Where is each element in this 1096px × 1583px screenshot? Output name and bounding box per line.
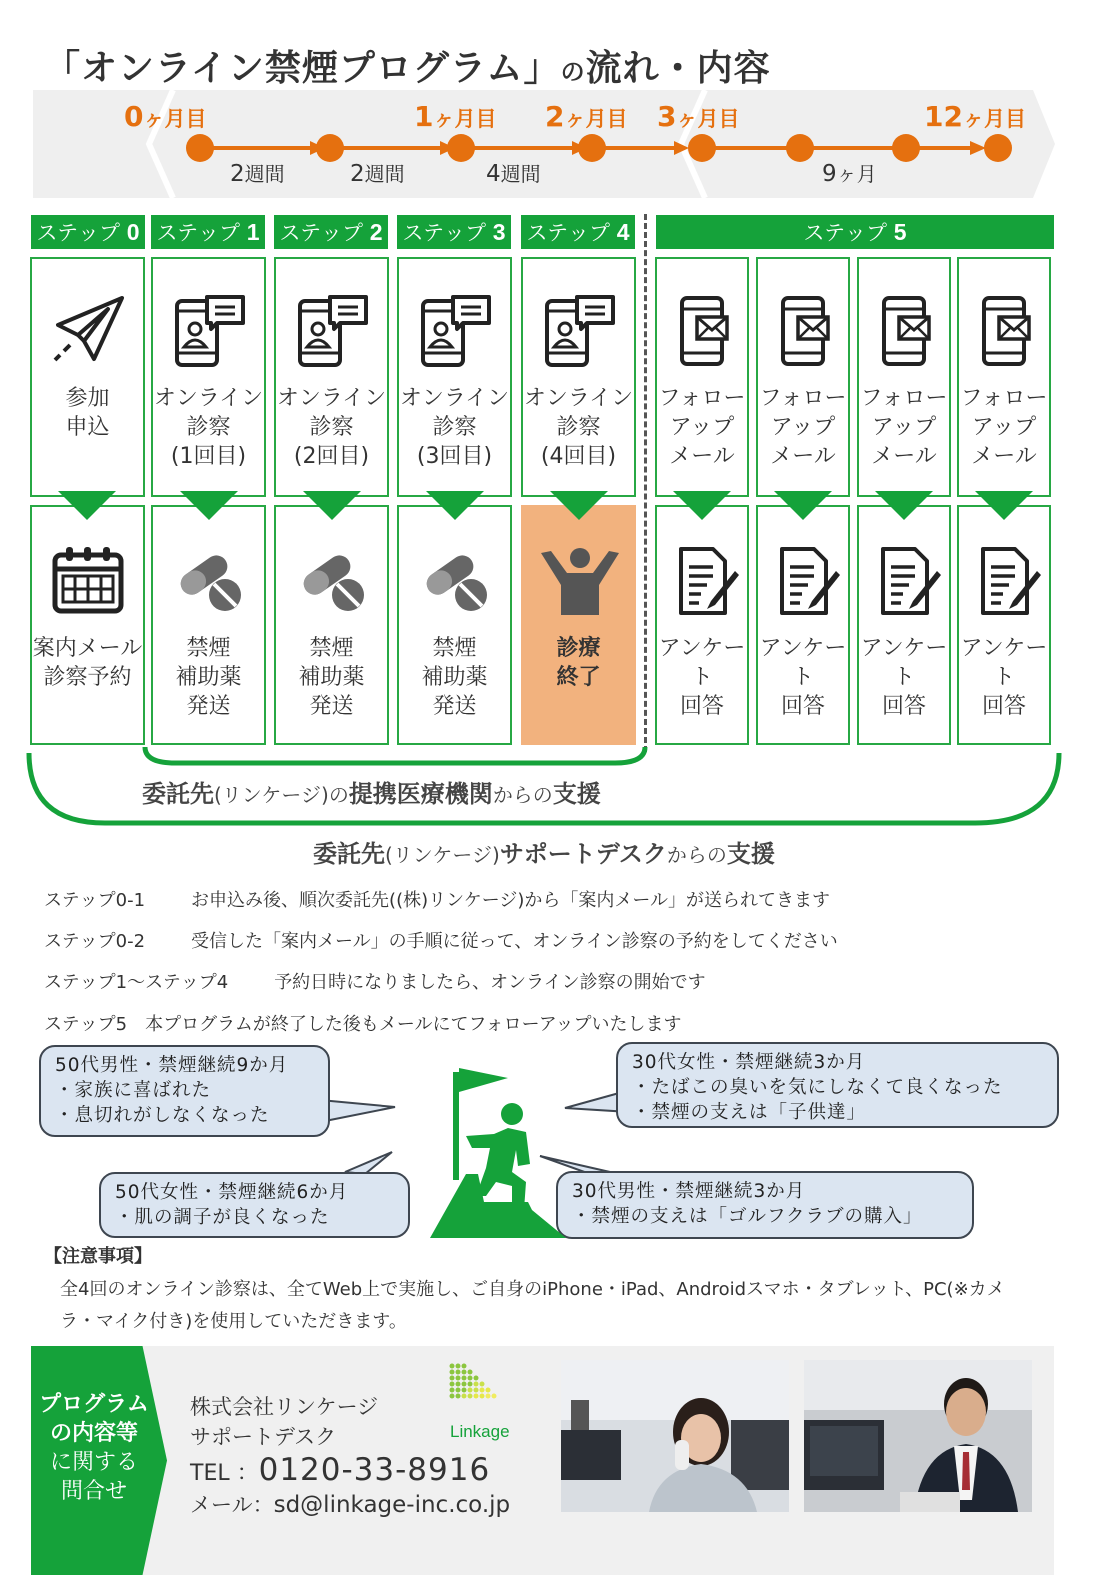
survey-form-icon [879,545,941,617]
paper-plane-icon [52,295,126,367]
support-desk-label: 委託先(リンケージ)サポートデスクからの支援 [313,840,775,868]
calendar-icon [52,545,124,615]
box-label: オンライン 診察 (3回目) [399,386,510,469]
step-header-5: ステップ 5 [656,215,1054,249]
box-label: 禁煙 補助薬 発送 [298,636,365,719]
smartphone-doctor-icon [543,295,617,369]
box-label: 禁煙 補助薬 発送 [175,636,242,719]
box-label: アンケート 回答 [860,636,948,719]
timeline-dot [984,134,1012,162]
mail-address[interactable]: sd@linkage-inc.co.jp [273,1492,511,1518]
linkage-logo-icon [447,1362,527,1418]
contact-tel: TEL ：0120-33-8916 [190,1452,491,1488]
mountain-climber-flag-icon [428,1062,568,1240]
arrow-down-icon [303,491,361,520]
step-box-survey-4 [957,505,1051,745]
step-box-followup-4 [957,257,1051,497]
step-header-2: ステップ 2 [274,215,388,249]
step-divider [644,214,647,752]
testimonial-bubble: 50代男性・禁煙継続9か月 ・家族に喜ばれた ・息切れがしなくなった [39,1045,330,1137]
box-label: オンライン 診察 (1回目) [153,386,264,469]
timeline-dot [578,134,606,162]
arrow-down-icon [875,491,933,520]
box-label: フォロー アップ メール [658,386,746,469]
step-box-consult-4 [521,257,636,497]
step-header-1: ステップ 1 [151,215,265,249]
support-staff-photo-man [804,1360,1032,1512]
step-detail-row: ステップ5 本プログラムが終了した後もメールにてフォローアップいたします [44,1014,682,1035]
box-label: オンライン 診察 (2回目) [276,386,387,469]
survey-form-icon [778,545,840,617]
celebrating-person-icon [537,547,623,617]
smartphone-mail-icon [679,295,731,367]
survey-form-icon [979,545,1041,617]
company-name: 株式会社リンケージ [190,1395,379,1419]
tel-number[interactable]: 0120-33-8916 [258,1452,491,1488]
arrow-down-icon [180,491,238,520]
testimonial-bubble: 50代女性・禁煙継続6か月 ・肌の調子が良くなった [99,1172,410,1238]
box-label: アンケート 回答 [759,636,847,719]
pills-icon [300,547,368,613]
timeline-dot [316,134,344,162]
arrow-down-icon [774,491,832,520]
step-box-medicine-2 [274,505,389,745]
box-label: フォロー アップ メール [960,386,1048,469]
box-label: 禁煙 補助薬 発送 [421,636,488,719]
timeline-dot [688,134,716,162]
timeline-dot [892,134,920,162]
contact-badge-text: プログラム の内容等 に関する 問合せ [39,1392,149,1504]
step-box-followup-1 [655,257,749,497]
timeline-dot [186,134,214,162]
pills-icon [423,547,491,613]
smartphone-doctor-icon [419,295,493,369]
smartphone-doctor-icon [296,295,370,369]
smartphone-mail-icon [780,295,832,367]
notes-heading: 【注意事項】 [44,1246,152,1267]
box-label: オンライン 診察 (4回目) [523,386,634,469]
survey-form-icon [677,545,739,617]
duration-label: 9ヶ月 [822,161,877,187]
step-header-4: ステップ 4 [521,215,635,249]
step-box-followup-2 [756,257,850,497]
timeline-dot [447,134,475,162]
testimonial-bubble: 30代男性・禁煙継続3か月 ・禁煙の支えは「ゴルフクラブの購入」 [556,1171,974,1239]
step-box-followup-3 [857,257,951,497]
box-label: アンケート 回答 [960,636,1048,719]
milestone-label: 3ヶ月目 [657,100,740,133]
box-label: フォロー アップ メール [860,386,948,469]
milestone-label: 0ヶ月目 [124,100,207,133]
linkage-logo-text: Linkage [450,1422,510,1441]
notes-text: 全4回のオンライン診察は、全てWeb上で実施し、ご自身のiPhone・iPad、Androidスマホ・タブレット、PC(※カメラ・マイク付き)を使用していただきます。 [60,1279,1005,1332]
step-header-3: ステップ 3 [397,215,511,249]
step-box-medicine-3 [397,505,512,745]
arrow-down-icon [58,491,116,520]
contact-mail: メール：sd@linkage-inc.co.jp [190,1492,511,1518]
step-box-medicine-1 [151,505,266,745]
testimonial-bubble: 30代女性・禁煙継続3か月 ・たばこの臭いを気にしなくて良くなった ・禁煙の支えは「子供達」 [616,1042,1059,1128]
arrow-down-icon [975,491,1033,520]
milestone-label: 12ヶ月目 [924,100,1026,133]
box-label: アンケート 回答 [658,636,746,719]
step-header-0: ステップ 0 [31,215,145,249]
desk-name: サポートデスク [190,1425,337,1449]
step-box-survey-3 [857,505,951,745]
step-detail-row: ステップ0-2 受信した「案内メール」の手順に従って、オンライン診察の予約をしてください [44,931,838,952]
duration-label: 2週間 [350,161,405,187]
box-label: 診療 終了 [556,636,601,690]
step-detail-row: ステップ1～ステップ4 予約日時になりましたら、オンライン診察の開始です [44,972,706,993]
support-staff-photo-woman [561,1360,789,1512]
milestone-label: 1ヶ月目 [414,100,497,133]
step-box-consult-1 [151,257,266,497]
smartphone-mail-icon [881,295,933,367]
box-label: 参加 申込 [65,386,110,440]
timeline-dot [786,134,814,162]
step-box-apply [30,257,145,497]
step-detail-row: ステップ0-1 お申込み後、順次委託先((株)リンケージ)から「案内メール」が送られてきます [44,890,831,911]
support-medical-label: 委託先(リンケージ)の提携医療機関からの支援 [142,780,601,808]
smartphone-doctor-icon [173,295,247,369]
duration-label: 2週間 [230,161,285,187]
step-box-survey-1 [655,505,749,745]
step-box-survey-2 [756,505,850,745]
step-box-consult-3 [397,257,512,497]
smartphone-mail-icon [981,295,1033,367]
contact-company [190,1392,378,1452]
arrow-down-icon [426,491,484,520]
step-box-consult-2 [274,257,389,497]
step-box-complete [521,505,636,745]
arrow-down-icon [550,491,608,520]
pills-icon [177,547,245,613]
box-label: フォロー アップ メール [759,386,847,469]
timeline-track [180,128,1030,168]
page-title: 「オンライン禁煙プログラム」の流れ・内容 [44,48,771,89]
milestone-label: 2ヶ月目 [545,100,628,133]
box-label: 案内メール 診察予約 [32,636,143,690]
arrow-down-icon [673,491,731,520]
duration-label: 4週間 [486,161,541,187]
step-box-reserve [30,505,145,745]
